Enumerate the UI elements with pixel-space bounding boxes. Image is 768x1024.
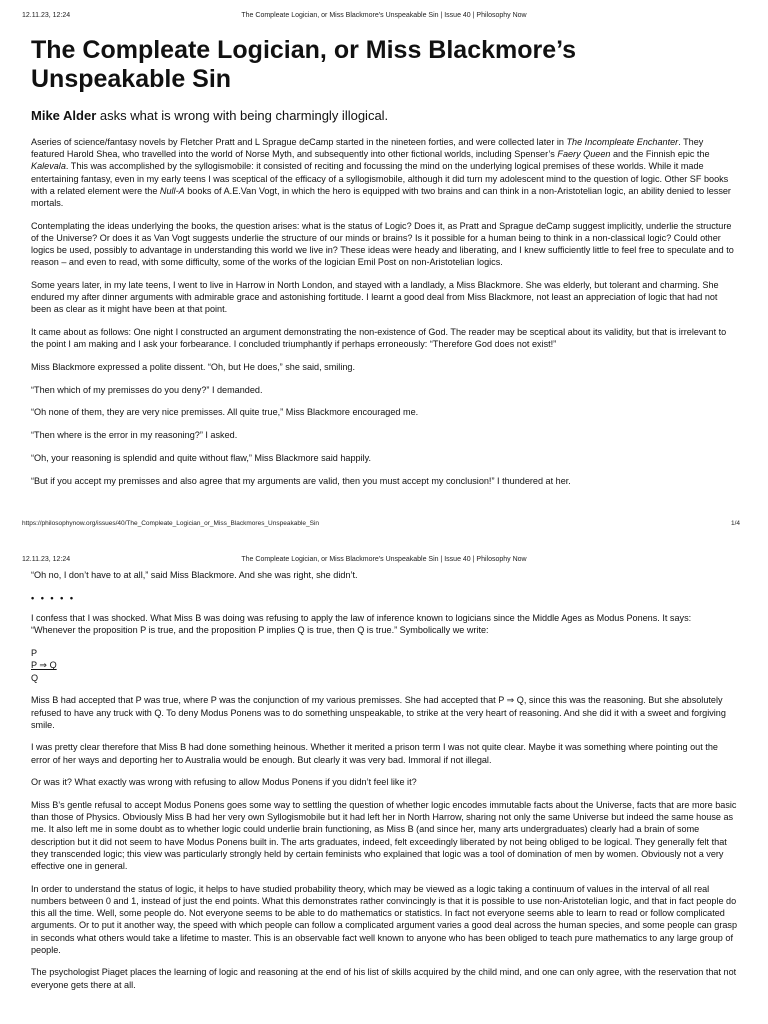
paragraph: In order to understand the status of logic, it helps to have studied probability theory, which may be viewed as a logic taking a continuum of values in the interval of all real numbers between 0 and 1, instead of just the end points. What this demonstrates rather convincingly is that it is possible to use non-Aristotelian logic, and that in fact people do this all the time. Well, some people do. Not everyone seems to be able to do mathematics or statistics. In fact not everyone seems able to learn to read or follow complicated arguments. Or to put it another way, the speed with which people can follow a complicated argument varies a good deal across the human species, and some people can grasp in seconds what others would take a lifetime to master. This is an observable fact well known to anyone who has been obliged to teach pure mathematics to any large group of people. [31,883,738,955]
book-title: Null-A [159,185,185,196]
paragraph [31,136,737,209]
premise-implication: P ⇒ Q [31,660,57,671]
text-run: books of A.E.Van Vogt, in which the hero is equipped with two brains and can think in a non-Aristotelian logic, an ability denied to lesser mortals. [31,185,731,209]
standfirst-text: asks what is wrong with being charmingly illogical. [96,108,389,123]
premise-p: P [31,647,38,658]
paragraph: Some years later, in my late teens, I went to live in Harrow in North London, and stayed with a landlady, a Miss Blackmore. She was elderly, but tolerant and charming. She endured my after dinner arguments with admirable grace and astonishing fortitude. I learnt a good deal from Miss Blackmore, not least an appreciation of logic that had not been as clear as it might have been at that point. [31,280,719,315]
paragraph: Contemplating the ideas underlying the books, the question arises: what is the status of Logic? Does it, as Pratt and Sprague deCamp suggest implicitly, underlie the structure of the Universe? Or does it as Van Vogt suggests underlie the structure of our minds or brains? Is it possible for a human being to think in a non-classical logic? Could other logics be used, possibly to advantage in understanding this world we live in? These ideas were heady and liberating, and I knew sufficiently little to feel free to speculate and to reason – and even to read, with some difficulty, some of the works of the logician Emil Post on non-Aristotelian logics. [31,220,734,268]
conclusion-q: Q [31,672,39,683]
paragraph: It came about as follows: One night I constructed an argument demonstrating the non-existence of God. The reader may be sceptical about its validity, but that is irrelevant to the point I am making and I ask your forbearance. I concluded triumphantly if perhaps erroneously: “Therefore God does not exist!” [31,327,727,350]
text-run: and the Finnish epic the [610,149,710,160]
author-name[interactable]: Mike Alder [31,108,97,123]
paragraph: “Then which of my premisses do you deny?” I demanded. [31,384,263,395]
paragraph: “Then where is the error in my reasoning?” I asked. [31,430,238,441]
modus-ponens-notation [31,647,737,685]
print-date: 12.11.23, 12:24 [22,12,71,19]
paragraph: I confess that I was shocked. What Miss B was doing was refusing to apply the law of inference known to logicians since the Middle Ages as Modus Ponens. It says: “Whenever the proposition P is true, and the proposition P implies Q is true, then Q is true.” Symbolically we write: [31,612,692,636]
article-body [31,36,737,497]
print-url: https://philosophynow.org/issues/40/The_Compleate_Logician_or_Miss_Blackmores_Unspeakable_Sin [22,520,320,527]
paragraph: Miss B had accepted that P was true, where P was the conjunction of my various premisses. She had accepted that P ⇒ Q, since this was the reasoning. But she absolutely refused to have any truck with Q. To deny Modus Ponens was to do something unspeakable, to strike at the very heart of reasoning. And she did it with a sweet and forgiving smile. [31,695,726,730]
paragraph: The psychologist Piaget places the learning of logic and reasoning at the end of his list of skills acquired by the child mind, and one can only agree, with the reservation that not everyone gets there at all. [31,967,737,990]
paragraph: Miss B’s gentle refusal to accept Modus Ponens goes some way to settling the question of whether logic encodes immutable facts about the Universe, facts that are more basic than those of Physics. Obviously Miss B had her very own Syllogismobile but it had left her in North Harrow, sharing not only the same Universe but indeed the same house as me. It also left me in some doubt as to whether logic could underlie brain functioning, as Miss B (and since her, many arts undergraduates) clearly had a brain of some description but it did not seem to have Modus Ponens built in. The arts graduates, indeed, felt exceedingly liberated by not being obliged to be logical. They generally felt that they transcended logic; this view was particularly strongly held by certain feminists who explained that logic was a tool of domination of men by women. Obviously not a very effective one in general. [31,800,737,872]
paragraph: Miss Blackmore expressed a polite dissent. “Oh, but He does,” she said, smiling. [31,362,355,373]
book-title: Faery Queen [557,149,611,160]
print-date: 12.11.23, 12:24 [22,556,71,563]
paragraph: I was pretty clear therefore that Miss B had done something heinous. Whether it merited a prison term I was not quite clear. Maybe it was something where pointing out the error of her ways and deporting her to Australia would be enough. But clearly it was very bad. Immoral if not illegal. [31,742,718,765]
book-title: The Incompleate Enchanter [566,137,679,147]
text-run: Aseries of science/fantasy novels by Fletcher Pratt and L Sprague deCamp started in the nineteen forties, and were collected later in [31,137,567,147]
print-header [22,556,746,566]
article-body [31,569,737,1001]
paragraph: “Oh no, I don’t have to at all,” said Miss Blackmore. And she was right, she didn’t. [31,570,358,580]
book-title: Kalevala [31,161,66,172]
paragraph: “Oh none of them, they are very nice premisses. All quite true,” Miss Blackmore encouraged me. [31,407,419,418]
standfirst [31,108,737,124]
print-footer [22,520,746,527]
text-run: . They featured Harold Shea, who travelled into the world of Norse Myth, and subsequently into other fictional worlds, including Spenser’s [31,137,704,160]
paragraph: “But if you accept my premisses and also agree that my arguments are valid, then you must accept my conclusion!” I thundered at her. [31,475,571,486]
print-page-title: The Compleate Logician, or Miss Blackmore’s Unspeakable Sin | Issue 40 | Philosophy Now [241,556,527,563]
section-separator: • • • • • [31,592,76,603]
pdf-page-2 [0,548,768,1024]
article-title: The Compleate Logician, or Miss Blackmore’s Unspeakable Sin [31,36,577,93]
paragraph: “Oh, your reasoning is splendid and quite without flaw,” Miss Blackmore said happily. [31,452,372,463]
print-header [22,12,746,22]
paragraph: Or was it? What exactly was wrong with refusing to allow Modus Ponens if you didn’t feel like it? [31,777,417,788]
page-number: 1/4 [730,520,740,527]
print-page-title: The Compleate Logician, or Miss Blackmore’s Unspeakable Sin | Issue 40 | Philosophy Now [241,12,527,19]
text-run: . This was accomplished by the syllogismobile: it consisted of reciting and focussing the mind on the underlying logical premises of these worlds. While it made entertaining fantasy, even in my early teens I was sceptical of the efficacy of a syllogismobile, although it did turn my adolescent mind to the question of logic. Other SF books with a related element were the [31,161,729,196]
